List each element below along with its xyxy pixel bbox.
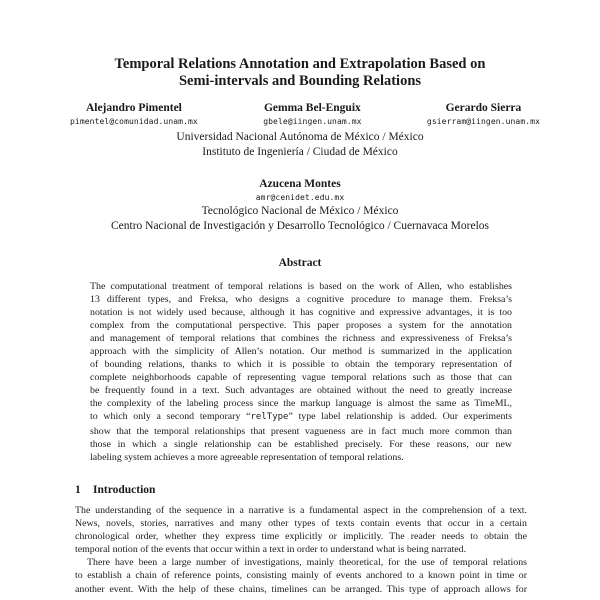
abstract-line-reltype xyxy=(90,410,512,424)
body-line: another event. With the help of these chains, timelines can be arranged. This type of approach allows for xyxy=(75,583,527,595)
abstract-line: those in which a single relationship can be established precisely. For these reasons, our new xyxy=(90,438,512,450)
abstract-line: and management of temporal relations that combines the richness and expressiveness of Freksa’s xyxy=(90,333,512,345)
abstract-line: approach with the simplicity of Allen’s notation. Our method is summarized in the application xyxy=(90,346,512,358)
author-email: amr@cenidet.edu.mx xyxy=(255,193,345,202)
author-name: Alejandro Pimentel xyxy=(85,102,182,114)
author-name: Azucena Montes xyxy=(259,178,341,190)
section-number: 1 xyxy=(75,484,81,496)
author-email: gbele@iingen.unam.mx xyxy=(263,117,362,126)
author-block-4 xyxy=(200,177,400,204)
author-block xyxy=(70,101,198,128)
title-line-2: Semi-intervals and Bounding Relations xyxy=(178,73,422,89)
body-line: News, novels, stories, narratives and many other types of texts contain events that occur in a certain xyxy=(75,518,527,530)
author-block xyxy=(263,101,361,128)
affiliation-1 xyxy=(40,130,560,160)
abstract-line-part: ” type label relationship is added. Our experiments xyxy=(288,411,513,423)
author-name: Gemma Bel-Enguix xyxy=(263,102,361,114)
abstract-line-part: to which only a second temporary “ xyxy=(90,411,251,423)
abstract-line: complete neighborhoods capable of representing vague temporal relations such as those that can xyxy=(90,372,512,384)
abstract-line: of bounding relations, thanks to which it is possible to obtain the temporary representation of xyxy=(90,359,512,371)
authors-row xyxy=(70,101,540,128)
author-name: Gerardo Sierra xyxy=(445,102,522,114)
author-email: pimentel@comunidad.unam.mx xyxy=(70,117,198,126)
abstract-line: 13 different types, and Freksa, who designs a cognitive procedure to manage them. Freksa’s xyxy=(90,294,512,306)
body-line: The understanding of the sequence in a narrative is a fundamental aspect in the comprehension of a text. xyxy=(75,505,527,516)
affiliation-2-line-2: Centro Nacional de Investigación y Desarrollo Tecnológico / Cuernavaca Morelos xyxy=(110,220,490,232)
abstract-line: complex from the computational perspective. This paper proposes a system for the annotation xyxy=(90,320,512,332)
section-title: Introduction xyxy=(93,484,156,496)
body-line: There have been a large number of investigations, mainly theoretical, for the use of temporal relations xyxy=(87,557,527,569)
body-line: temporal notion of the events that occur within a text in order to understand what is being narrated. xyxy=(75,544,467,556)
abstract-line: labeling system achieves a more agreeable representation of temporal relations. xyxy=(90,451,404,463)
body-line: to establish a chain of reference points, consisting mainly of events anchored to a known point in time or xyxy=(75,570,527,582)
abstract-line: The computational treatment of temporal relations is based on the work of Allen, who establishes xyxy=(90,281,512,292)
abstract-line: be frequently found in a text. Such advantages are obtained without the need to greatly increase xyxy=(90,385,512,397)
section-body xyxy=(75,504,527,596)
abstract-line: notation is not widely used because, although it has cognitive and expressive advantages, it is too xyxy=(90,307,512,319)
affiliation-2 xyxy=(40,204,560,234)
affiliation-1-line-1: Universidad Nacional Autónoma de México / México xyxy=(176,131,424,143)
author-email: gsierram@iingen.unam.mx xyxy=(426,117,540,126)
paper-title xyxy=(60,56,540,90)
body-line: chronological order, whether they express time explicitly or implicitly. The reader needs to obtain the xyxy=(75,531,527,543)
abstract-text xyxy=(90,280,512,464)
title-line-1: Temporal Relations Annotation and Extrapolation Based on xyxy=(114,56,486,72)
abstract-heading: Abstract xyxy=(278,257,322,269)
reltype-code: relType xyxy=(250,412,289,423)
affiliation-2-line-1: Tecnológico Nacional de México / México xyxy=(201,205,399,217)
affiliation-1-line-2: Instituto de Ingeniería / Ciudad de México xyxy=(202,146,398,158)
author-block xyxy=(427,101,540,128)
section-heading xyxy=(75,484,155,496)
abstract-line: the complexity of the labeling process since the markup language is almost the same as TimeML, xyxy=(90,398,512,410)
abstract-line: show that the temporal relationships that present vagueness are in fact much more common than xyxy=(90,425,512,437)
